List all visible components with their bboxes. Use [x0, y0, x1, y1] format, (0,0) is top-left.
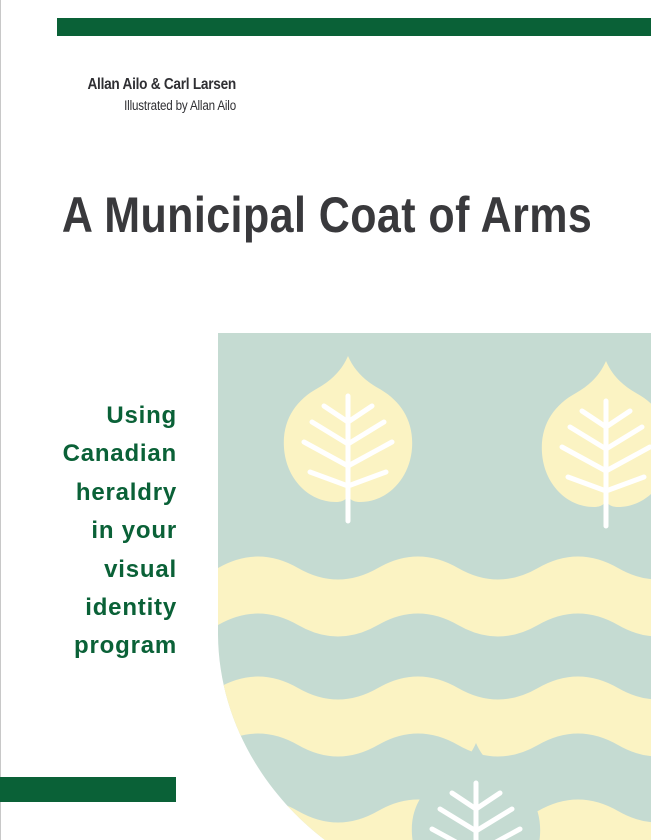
author-block — [56, 76, 236, 113]
subtitle-line: visual — [104, 555, 177, 583]
subtitle-line: in your — [91, 517, 177, 545]
subtitle-line: Canadian — [62, 440, 177, 468]
subtitle-line: identity — [85, 594, 177, 622]
coat-of-arms-shield — [218, 333, 651, 840]
subtitle-line: program — [74, 632, 177, 660]
page-title: A Municipal Coat of Arms — [61, 187, 593, 243]
subtitle-line: Using — [106, 402, 177, 429]
top-green-bar — [57, 18, 651, 36]
subtitle-line: heraldry — [75, 478, 177, 506]
authors-names: Allan Ailo & Carl Larsen — [87, 76, 236, 93]
illustrator-credit: Illustrated by Allan Ailo — [124, 98, 236, 113]
subtitle — [0, 397, 177, 666]
bottom-green-bar — [0, 777, 176, 802]
